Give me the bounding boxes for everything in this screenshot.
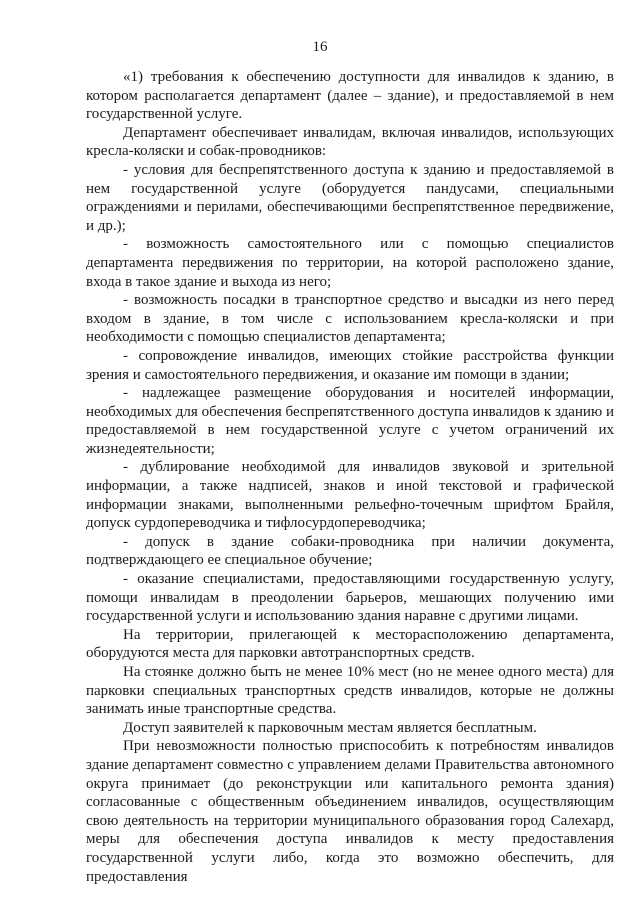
paragraph-parking-quota: На стоянке должно быть не менее 10% мест (но не менее одного места) для парковки специальных транспортных средств инвалидов, которые не должны занимать иные транспортные средства. xyxy=(86,664,614,718)
list-item-access-conditions: - условия для беспрепятственного доступа к зданию и предоставляемой в нем государственной услуге (оборудуется пандусами, специальными ограждениями и перилами, обеспечивающими беспрепятственное передвижение, и др.); xyxy=(86,161,614,234)
document-body xyxy=(86,68,614,886)
list-item-assistance: - оказание специалистами, предоставляющими государственную услугу, помощи инвалидам в преодолении барьеров, мешающих получению ими государственной услуги и использованию здания наравне с другими лицами. xyxy=(86,571,614,625)
list-item-escort: - сопровождение инвалидов, имеющих стойкие расстройства функции зрения и самостоятельного передвижения, и оказание им помощи в здании; xyxy=(86,347,614,383)
paragraph-parking-free: Доступ заявителей к парковочным местам является бесплатным. xyxy=(123,719,537,736)
paragraph-adaptation-measures: При невозможности полностью приспособить к потребностям инвалидов здание департамент совместно с управлением делами Правительства автономного округа принимает (до реконструкции или капитального ремонта здания) согласованные с общественным объединением инвалидов, осуществляющим свою деятельность на территории муниципального образования город Салехард, меры для обеспечения доступа инвалидов к месту предоставления государственной услуги либо, когда это возможно обеспечить, для предоставления xyxy=(86,738,614,885)
list-item-movement: - возможность самостоятельного или с помощью специалистов департамента передвижения по территории, на которой расположено здание, входа в такое здание и выхода из него; xyxy=(86,236,614,290)
list-item-guide-dog: - допуск в здание собаки-проводника при наличии документа, подтверждающего ее специальное обучение; xyxy=(86,533,614,569)
list-item-boarding: - возможность посадки в транспортное средство и высадки из него перед входом в здание, в том числе с использованием кресла-коляски и при необходимости с помощью специалистов департамента; xyxy=(86,292,614,346)
list-item-equipment-placement: - надлежащее размещение оборудования и носителей информации, необходимых для обеспечения беспрепятственного доступа инвалидов к зданию и предоставляемой в нем государственной услуге с учетом ограничений их жизнедеятельности; xyxy=(86,385,614,457)
page-number: 16 xyxy=(312,39,328,55)
paragraph-parking-territory: На территории, прилегающей к месторасположению департамента, оборудуются места для парковки автотранспортных средств. xyxy=(86,626,614,662)
paragraph-requirements-heading: «1) требования к обеспечению доступности для инвалидов к зданию, в котором располагается департамент (далее – здание), и предоставляемой в нем государственной услуге. xyxy=(86,69,614,123)
list-item-information-duplication: - дублирование необходимой для инвалидов звуковой и зрительной информации, а также надписей, знаков и иной текстовой и графической информации знаками, выполненными рельефно-точечным шрифтом Брайля, допуск сурдопереводчика и тифлосурдопереводчика; xyxy=(86,459,614,532)
paragraph-department-provides: Департамент обеспечивает инвалидам, включая инвалидов, использующих кресла-коляски и собак-проводников: xyxy=(86,124,614,160)
